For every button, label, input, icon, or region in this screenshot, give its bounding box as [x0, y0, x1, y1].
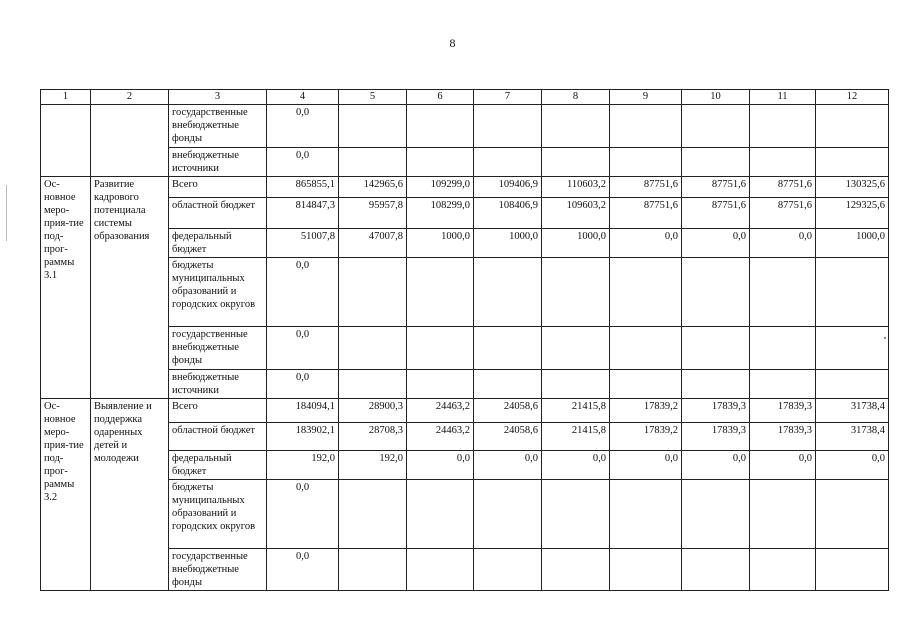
value-cell [816, 370, 889, 399]
value-cell: 129325,6 [816, 198, 889, 229]
header-cell: 11 [750, 90, 816, 105]
value-cell [682, 480, 750, 549]
value-cell [816, 549, 889, 591]
value-cell: 95957,8 [339, 198, 407, 229]
value-cell [750, 258, 816, 327]
value-cell: 24463,2 [407, 399, 474, 423]
funding-source-cell: федеральный бюджет [169, 229, 267, 258]
header-cell: 4 [267, 90, 339, 105]
value-cell: 21415,8 [542, 399, 610, 423]
value-cell: 87751,6 [610, 198, 682, 229]
value-cell: 1000,0 [474, 229, 542, 258]
value-cell: 109406,9 [474, 177, 542, 198]
value-cell [682, 327, 750, 370]
value-cell: 17839,3 [682, 423, 750, 451]
value-cell [339, 148, 407, 177]
measure-name-cell: Развитие кадрового потенциала системы образования [91, 177, 169, 399]
value-cell: 17839,2 [610, 399, 682, 423]
value-cell [682, 258, 750, 327]
measure-cell [41, 105, 91, 177]
value-cell: 24058,6 [474, 399, 542, 423]
value-cell: 87751,6 [610, 177, 682, 198]
value-cell: 0,0 [267, 327, 339, 370]
value-cell [542, 258, 610, 327]
funding-source-cell: государственные внебюджетные фонды [169, 327, 267, 370]
funding-source-cell: государственные внебюджетные фонды [169, 105, 267, 148]
value-cell: 865855,1 [267, 177, 339, 198]
funding-source-cell: Всего [169, 177, 267, 198]
value-cell [407, 148, 474, 177]
value-cell: 0,0 [682, 451, 750, 480]
funding-source-cell: государственные внебюджетные фонды [169, 549, 267, 591]
header-cell: 1 [41, 90, 91, 105]
value-cell: 17839,3 [750, 423, 816, 451]
value-cell [816, 258, 889, 327]
value-cell: 0,0 [267, 105, 339, 148]
value-cell [339, 480, 407, 549]
header-cell: 2 [91, 90, 169, 105]
value-cell: 0,0 [610, 229, 682, 258]
value-cell [339, 105, 407, 148]
value-cell: 109299,0 [407, 177, 474, 198]
value-cell [750, 480, 816, 549]
value-cell: 109603,2 [542, 198, 610, 229]
value-cell [542, 549, 610, 591]
value-cell [407, 549, 474, 591]
measure-cell: Ос-новное меро-прия-тие под-прог-раммы 3.1 [41, 177, 91, 399]
value-cell: 17839,3 [750, 399, 816, 423]
value-cell [474, 549, 542, 591]
value-cell [816, 327, 889, 370]
value-cell: 21415,8 [542, 423, 610, 451]
funding-source-cell: Всего [169, 399, 267, 423]
value-cell [542, 105, 610, 148]
measure-name-cell [91, 105, 169, 177]
value-cell [682, 148, 750, 177]
value-cell: 0,0 [407, 451, 474, 480]
value-cell: 0,0 [682, 229, 750, 258]
value-cell [610, 148, 682, 177]
table-row [41, 148, 889, 177]
value-cell [474, 258, 542, 327]
value-cell [610, 549, 682, 591]
header-cell: 3 [169, 90, 267, 105]
value-cell: 1000,0 [407, 229, 474, 258]
table-row [41, 198, 889, 229]
table-row [41, 229, 889, 258]
budget-table [40, 89, 889, 591]
value-cell: 130325,6 [816, 177, 889, 198]
table-row [41, 451, 889, 480]
value-cell: 184094,1 [267, 399, 339, 423]
table-row [41, 399, 889, 423]
value-cell [816, 148, 889, 177]
header-cell: 10 [682, 90, 750, 105]
funding-source-cell: областной бюджет [169, 423, 267, 451]
value-cell: 87751,6 [682, 177, 750, 198]
value-cell: 87751,6 [750, 177, 816, 198]
value-cell: 0,0 [267, 258, 339, 327]
funding-source-cell: внебюджетные источники [169, 148, 267, 177]
funding-source-cell: областной бюджет [169, 198, 267, 229]
table-row [41, 258, 889, 327]
scan-edge-mark [6, 185, 7, 241]
value-cell [542, 148, 610, 177]
value-cell: 0,0 [267, 480, 339, 549]
value-cell: 24058,6 [474, 423, 542, 451]
value-cell [542, 370, 610, 399]
value-cell: 0,0 [267, 148, 339, 177]
value-cell: 0,0 [750, 451, 816, 480]
value-cell: 24463,2 [407, 423, 474, 451]
value-cell [474, 105, 542, 148]
value-cell: 28900,3 [339, 399, 407, 423]
value-cell [750, 148, 816, 177]
value-cell [816, 480, 889, 549]
value-cell: 183902,1 [267, 423, 339, 451]
value-cell [682, 370, 750, 399]
value-cell [407, 480, 474, 549]
value-cell [407, 105, 474, 148]
header-cell: 7 [474, 90, 542, 105]
value-cell: 87751,6 [682, 198, 750, 229]
value-cell [339, 258, 407, 327]
value-cell: 142965,6 [339, 177, 407, 198]
table-row [41, 423, 889, 451]
value-cell [474, 148, 542, 177]
funding-source-cell: федеральный бюджет [169, 451, 267, 480]
value-cell: 0,0 [474, 451, 542, 480]
header-cell: 12 [816, 90, 889, 105]
header-row [41, 90, 889, 105]
value-cell: 0,0 [750, 229, 816, 258]
value-cell: 1000,0 [816, 229, 889, 258]
value-cell [474, 327, 542, 370]
value-cell [339, 327, 407, 370]
value-cell [407, 370, 474, 399]
value-cell: 31738,4 [816, 423, 889, 451]
value-cell: 47007,8 [339, 229, 407, 258]
value-cell: 17839,2 [610, 423, 682, 451]
page-number: 8 [449, 36, 456, 50]
funding-source-cell: бюджеты муниципальных образований и городских округов [169, 258, 267, 327]
table-row [41, 480, 889, 549]
value-cell [750, 370, 816, 399]
value-cell [339, 549, 407, 591]
value-cell: 28708,3 [339, 423, 407, 451]
measure-name-cell: Выявление и поддержка одаренных детей и молодежи [91, 399, 169, 591]
value-cell [750, 549, 816, 591]
value-cell: 1000,0 [542, 229, 610, 258]
value-cell [750, 327, 816, 370]
value-cell: 0,0 [542, 451, 610, 480]
measure-cell: Ос-новное меро-прия-тие под-прог-раммы 3.2 [41, 399, 91, 591]
value-cell: 108406,9 [474, 198, 542, 229]
table-row [41, 549, 889, 591]
funding-source-cell: внебюджетные источники [169, 370, 267, 399]
value-cell: 0,0 [610, 451, 682, 480]
table-row [41, 327, 889, 370]
value-cell [474, 480, 542, 549]
value-cell [610, 258, 682, 327]
value-cell: 87751,6 [750, 198, 816, 229]
value-cell: 192,0 [267, 451, 339, 480]
table-row [41, 105, 889, 148]
header-cell: 6 [407, 90, 474, 105]
value-cell: 110603,2 [542, 177, 610, 198]
header-cell: 5 [339, 90, 407, 105]
value-cell [816, 105, 889, 148]
value-cell [610, 480, 682, 549]
value-cell [682, 105, 750, 148]
value-cell [407, 327, 474, 370]
funding-source-cell: бюджеты муниципальных образований и городских округов [169, 480, 267, 549]
value-cell: 108299,0 [407, 198, 474, 229]
value-cell: 0,0 [816, 451, 889, 480]
header-cell: 8 [542, 90, 610, 105]
value-cell: 31738,4 [816, 399, 889, 423]
value-cell: 0,0 [267, 549, 339, 591]
value-cell: 0,0 [267, 370, 339, 399]
value-cell [474, 370, 542, 399]
value-cell [407, 258, 474, 327]
table-row [41, 370, 889, 399]
value-cell: 192,0 [339, 451, 407, 480]
value-cell [682, 549, 750, 591]
value-cell: 51007,8 [267, 229, 339, 258]
value-cell: 814847,3 [267, 198, 339, 229]
value-cell [750, 105, 816, 148]
value-cell [610, 105, 682, 148]
value-cell [542, 480, 610, 549]
budget-table-body [41, 90, 889, 591]
value-cell [610, 370, 682, 399]
value-cell [542, 327, 610, 370]
table-row [41, 177, 889, 198]
header-cell: 9 [610, 90, 682, 105]
value-cell [339, 370, 407, 399]
value-cell: 17839,3 [682, 399, 750, 423]
value-cell [610, 327, 682, 370]
